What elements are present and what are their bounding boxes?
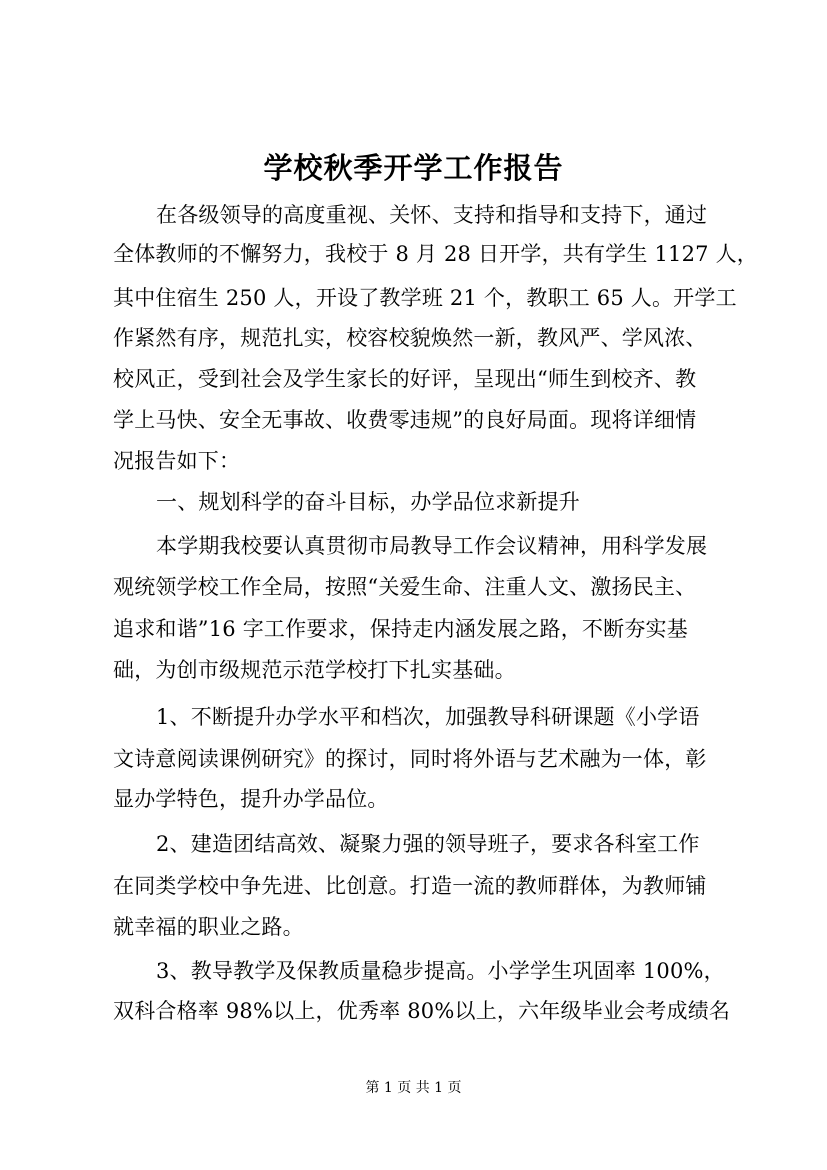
body-line: 础，为创市级规范示范学校打下扎实基础。 [113, 658, 516, 682]
body-line: 在各级领导的高度重视、关怀、支持和指导和支持下，通过 [156, 203, 708, 227]
body-line: 显办学特色，提升办学品位。 [113, 787, 389, 811]
body-line: 2、建造团结高效、凝聚力强的领导班子，要求各科室工作 [156, 832, 700, 856]
body-line: 其中住宿生 250 人，开设了教学班 21 个，教职工 65 人。开学工 [113, 286, 737, 310]
body-line: 1、不断提升办学水平和档次，加强教导科研课题《小学语 [156, 705, 700, 729]
body-line: 作紧然有序，规范扎实，校容校貌焕然一新，教风严、学风浓、 [113, 326, 707, 350]
section-heading: 一、规划科学的奋斗目标，办学品位求新提升 [156, 490, 580, 514]
body-line: 就幸福的职业之路。 [113, 915, 304, 939]
body-line: 双科合格率 98%以上，优秀率 80%以上，六年级毕业会考成绩名 [113, 999, 731, 1023]
body-line: 学上马快、安全无事故、收费零违规”的良好局面。现将详细情 [113, 408, 697, 432]
page-number-footer: 第 1 页 共 1 页 [365, 1080, 462, 1096]
document-title: 学校秋季开学工作报告 [263, 151, 564, 185]
body-line: 本学期我校要认真贯彻市局教导工作会议精神，用科学发展 [156, 534, 708, 558]
body-line: 观统领学校工作全局，按照“关爱生命、注重人文、激扬民主、 [113, 575, 697, 599]
body-line: 在同类学校中争先进、比创意。打造一流的教师群体，为教师铺 [113, 874, 707, 898]
body-line: 追求和谐”16 字工作要求，保持走内涵发展之路，不断夯实基 [113, 617, 688, 641]
body-line: 校风正，受到社会及学生家长的好评，呈现出“师生到校齐、教 [113, 367, 697, 391]
body-line: 况报告如下： [113, 449, 241, 473]
body-line: 文诗意阅读课例研究》的探讨，同时将外语与艺术融为一体，彰 [113, 747, 707, 771]
body-line: 3、教导教学及保教质量稳步提高。小学学生巩固率 100%， [156, 959, 725, 983]
body-line: 全体教师的不懈努力，我校于 8 月 28 日开学，共有学生 1127 人， [113, 242, 758, 266]
